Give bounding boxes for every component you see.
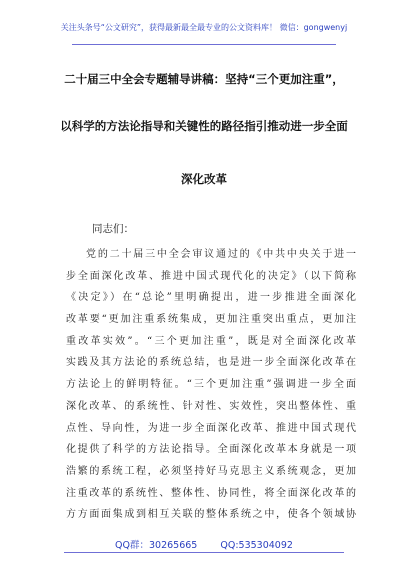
body-line: 步全面深化改革、推进中国式现代化的决定》（以下简称	[66, 270, 356, 282]
body-line: 改革要“更加注重系统集成，更加注重突出重点，更加注	[66, 314, 356, 326]
title-line-1: 二十届三中全会专题辅导讲稿：坚持“三个更加注重”，	[64, 72, 344, 86]
header-divider	[72, 44, 336, 45]
body-line: 党的二十届三中全会审议通过的《中共中央关于进一	[86, 249, 356, 260]
footer-qq-group: QQ群：30265665	[115, 540, 198, 551]
body-line: 《决定》）在“总论”里明确提出，进一步推进全面深化	[66, 292, 356, 304]
page-footer	[0, 537, 408, 551]
body-line: 方法论上的鲜明特征。“三个更加注重”强调进一步全面	[66, 379, 356, 391]
body-line: 浩繁的系统工程，必须坚持好马克思主义系统观念，更加	[66, 465, 356, 477]
body-line: 方方面面集成到相互关联的整体系统之中，使各个领域协	[66, 509, 356, 521]
body-line: 深化改革、的系统性、针对性、实效性，突出整体性、重	[66, 400, 356, 412]
body-line: 重改革实效”。“三个更加注重”，既是对全面深化改革	[66, 335, 356, 347]
page-header: 关注头条号“公文研究”，获得最新最全最专业的公文资料库！ 微信：gongwenyj	[60, 23, 348, 32]
body-line: 注重改革的系统性、整体性、协同性，将全面深化改革的	[66, 487, 356, 499]
title-line-3: 深化改革	[181, 172, 227, 186]
body-line: 实践及其方法论的系统总结，也是进一步全面深化改革在	[66, 357, 356, 369]
footer-qq: QQ:535304092	[220, 540, 293, 551]
body-line: 化提供了科学的方法论指导。全面深化改革本身就是一项	[66, 444, 356, 456]
title-line-2: 以科学的方法论指导和关键性的路径指引推动进一步全面	[60, 119, 348, 133]
body-line: 点性、导向性，为进一步全面深化改革、推进中国式现代	[66, 422, 356, 434]
salutation: 同志们：	[92, 223, 134, 235]
footer-divider	[64, 552, 344, 553]
body-text	[66, 244, 356, 526]
